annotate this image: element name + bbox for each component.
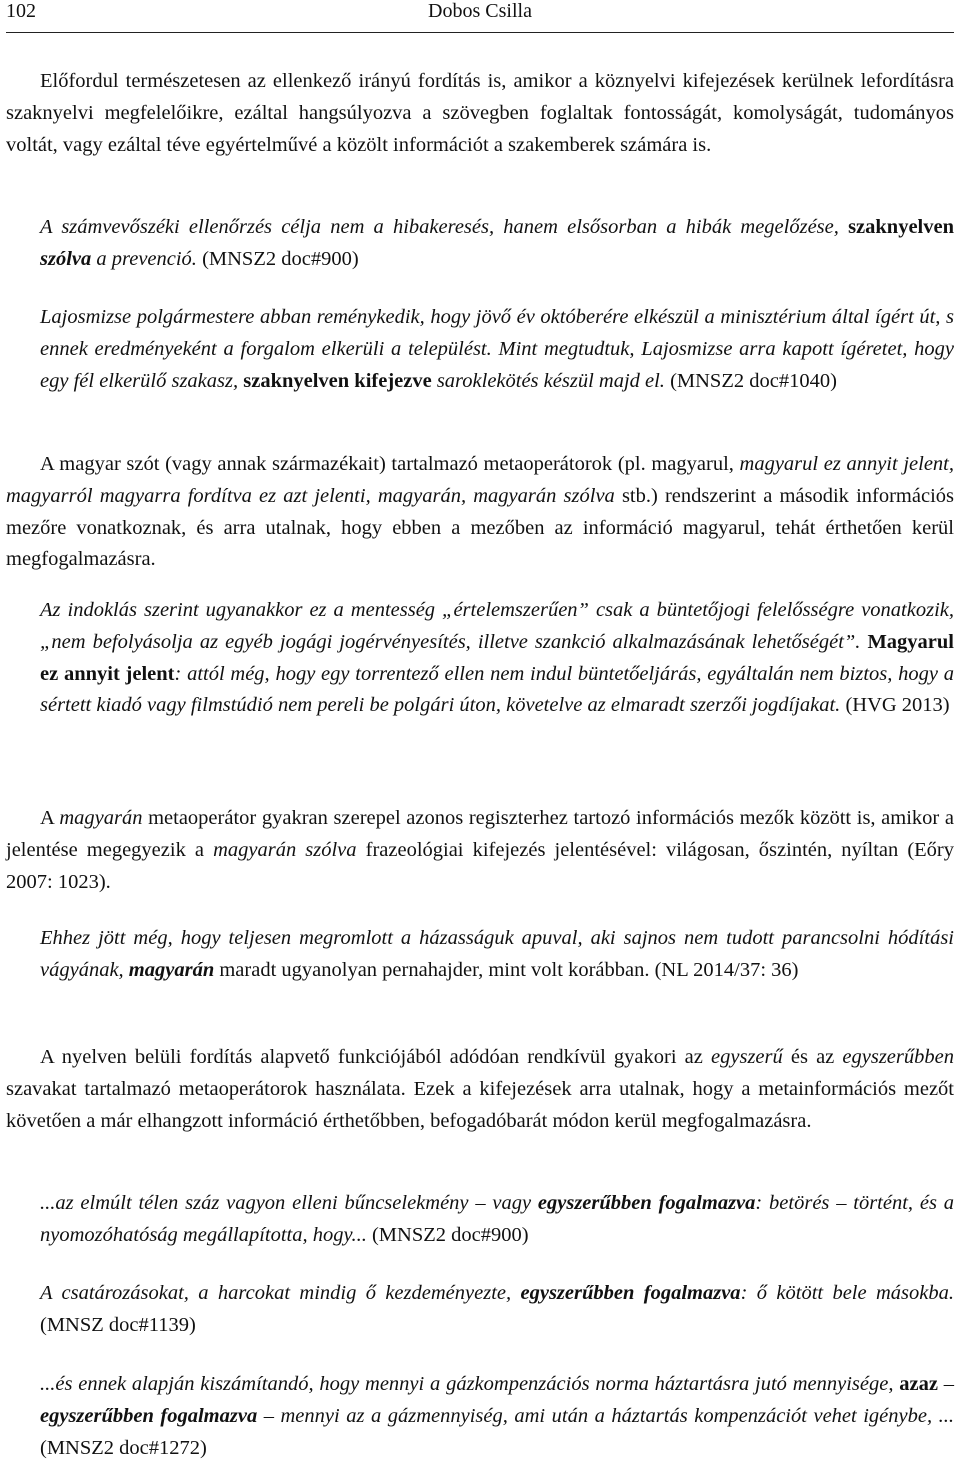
example-quote-2 <box>40 302 954 397</box>
highlighted-term: egyszerűbben fogalmazva <box>520 1282 741 1304</box>
example-quote-3 <box>40 595 954 722</box>
paragraph-text: metaoperátor gyakran szerepel azonos regiszterhez tartozó információs mezők között is, amikor a jelentése megegyezik a <box>6 807 954 861</box>
quote-text: A csatározásokat, a harcokat mindig ő kezdeményezte, <box>40 1282 521 1304</box>
highlighted-term: magyarán <box>128 958 215 981</box>
example-quote-5 <box>40 1188 954 1252</box>
quote-text: : betörés – történt, és a nyomozóhatóság megállapította, hogy... <box>40 1192 954 1246</box>
quote-text: saroklekötés készül majd el. <box>431 369 665 392</box>
running-header <box>6 0 954 33</box>
quote-source: (MNSZ2 doc#1272) <box>40 1436 207 1459</box>
italic-term: egyszerűbben <box>842 1046 954 1068</box>
quote-text: ...az elmúlt télen száz vagyon elleni bűncselekmény – vagy <box>40 1192 538 1214</box>
quote-source: (HVG 2013) <box>840 694 950 717</box>
quote-text: – mennyi az a gázmennyiség, ami után a háztartás kompenzációt vehet igénybe, ... <box>257 1404 954 1427</box>
italic-term: magyarán <box>59 807 143 829</box>
quote-text: ...és ennek alapján kiszámítandó, hogy mennyi a gázkompenzációs norma háztartásra jutó mennyisége, <box>40 1373 900 1395</box>
paragraph-text: Előfordul természetesen az ellenkező irányú fordítás is, amikor a köznyelvi kifejezések kerülnek lefordításra szaknyelvi megfelelőikre, ezáltal hangsúlyozva a szövegben foglaltak fontosságát, komolyságát, tudományos voltát, vagy ezáltal téve egyértelművé a közölt információt a szakemberek számára is. <box>6 70 954 156</box>
paragraph-intro <box>6 66 954 161</box>
quote-text: – <box>937 1373 954 1395</box>
quote-text: A számvevőszéki ellenőrzés célja nem a hibakeresés, hanem elsősorban a hibák megelőzése, <box>40 216 849 238</box>
paragraph-text: és az <box>782 1046 843 1068</box>
highlighted-term: egyszerűbben fogalmazva <box>537 1192 756 1214</box>
highlighted-term: szaknyelven <box>848 216 954 238</box>
quote-text: : ő kötött bele másokba. <box>740 1282 954 1304</box>
page-number: 102 <box>6 0 36 22</box>
highlighted-term: azaz <box>899 1373 938 1395</box>
example-quote-6 <box>40 1278 954 1342</box>
paragraph-text: A nyelven belüli fordítás alapvető funkciójából adódóan rendkívül gyakori az <box>40 1046 712 1068</box>
example-quote-7 <box>40 1369 954 1464</box>
example-quote-4 <box>40 923 954 987</box>
quote-text: Lajosmizse polgármestere abban reménykedik, hogy jövő év októberére elkészül a minisztérium által ígért út, s ennek eredményeként a forgalom elkerüli a települést. Mint megtudtuk, Lajosmizse arra kapott ígéretet, hogy egy fél elkerülő szakasz, <box>40 306 954 392</box>
quote-source: (NL 2014/37: 36) <box>649 958 799 981</box>
quote-text: a prevenció. <box>91 247 197 270</box>
paragraph-egyszeru <box>6 1042 954 1137</box>
highlighted-term: szaknyelven kifejezve <box>243 369 432 392</box>
quote-source: (MNSZ2 doc#900) <box>366 1223 529 1246</box>
highlighted-term: szólva <box>40 247 92 270</box>
quote-text: maradt ugyanolyan pernahajder, mint volt korábban. <box>214 958 650 981</box>
quote-source: (MNSZ2 doc#900) <box>196 247 359 270</box>
paragraph-magyar <box>6 449 954 576</box>
quote-source: (MNSZ doc#1139) <box>40 1313 196 1336</box>
paragraph-text: A magyar szót (vagy annak származékait) tartalmazó metaoperátorok (pl. magyarul, <box>40 453 740 475</box>
quote-text: Ehhez jött még, hogy teljesen megromlott a házasságuk apuval, aki sajnos nem tudott parancsolni hódítási vágyának, <box>40 927 954 981</box>
quote-source: (MNSZ2 doc#1040) <box>664 369 837 392</box>
quote-text: : attól még, hogy egy torrentező ellen nem indul büntetőeljárás, egyáltalán nem biztos, hogy a sértett kiadó vagy filmstúdió nem pereli be polgári úton, követelve az elmaradt szerzői jogdíjakat. <box>40 662 954 717</box>
paragraph-text: stb.) rendszerint a második információs mezőre vonatkoznak, és arra utalnak, hogy ebben a mezőben az információ magyarul, tehát érthetően kerül megfogalmazásra. <box>6 484 954 571</box>
paragraph-text: A <box>40 807 60 829</box>
paragraph-text: frazeológiai kifejezés jelentésével: világosan, őszintén, nyíltan (Eőry 2007: 1023). <box>6 838 954 893</box>
highlighted-term: egyszerűbben fogalmazva <box>40 1404 258 1427</box>
quote-text: Az indoklás szerint ugyanakkor ez a mentesség „értelemszerűen” csak a büntetőjogi felelősségre vonatkozik, „nem befolyásolja az egyéb jogági jogérvényesítés, illetve szankció alkalmazásának lehetőségét”. <box>40 599 954 653</box>
paragraph-magyaran <box>6 803 954 898</box>
highlighted-term: Magyarul ez annyit jelent <box>40 630 954 685</box>
example-quote-1 <box>40 212 954 276</box>
italic-term: magyarán szólva <box>213 838 357 861</box>
paragraph-text: szavakat tartalmazó metaoperátorok használata. Ezek a kifejezések arra utalnak, hogy a metainformációs mezőt követően a már elhangzott információ érthetőbben, befogadóbarát módon kerül megfogalmazásra. <box>6 1077 954 1132</box>
italic-term: egyszerű <box>711 1046 783 1068</box>
italic-examples: magyarul ez annyit jelent, magyarról magyarra fordítva ez azt jelenti, magyarán, magyarán szólva <box>6 453 954 507</box>
running-head-author: Dobos Csilla <box>428 0 532 22</box>
